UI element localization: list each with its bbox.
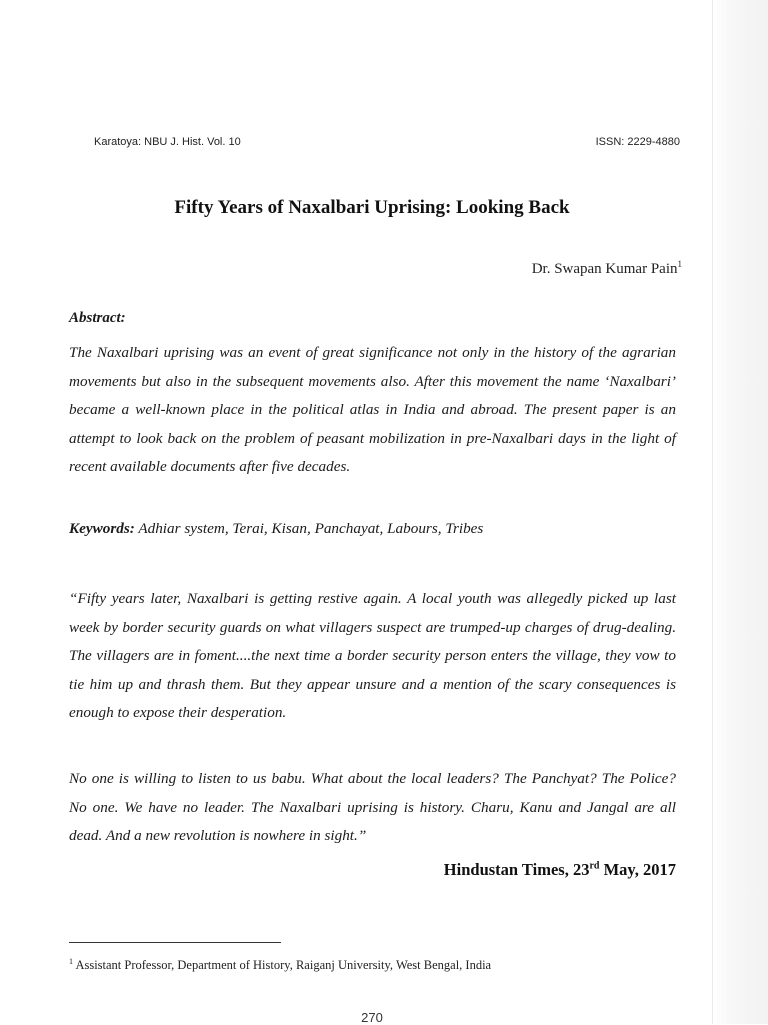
article-title: Fifty Years of Naxalbari Uprising: Looking Back <box>174 197 570 218</box>
footnote-mark: 1 <box>69 957 73 966</box>
epigraph-quote-continued <box>69 765 676 851</box>
journal-name: Karatoya: NBU J. Hist. Vol. 10 <box>94 136 241 148</box>
running-header <box>94 136 680 148</box>
quote-paragraph-2: No one is willing to listen to us babu. What about the local leaders? The Panchyat? The Police? No one. We have no leader. The Naxalbari uprising is history. Charu, Kanu and Jangal are all dead. And a new revolution is nowhere in sight.” <box>69 770 676 844</box>
abstract-paragraph: The Naxalbari uprising was an event of great significance not only in the history of the agrarian movements but also in the subsequent movements also. After this movement the name ‘Naxalbari’ became a well-known place in the political atlas in India and abroad. The present paper is an attempt to look back on the problem of peasant mobilization in pre-Naxalbari days in the light of recent available documents after five decades. <box>69 344 676 475</box>
author-footnote-mark: 1 <box>677 259 682 269</box>
author-line <box>532 259 682 278</box>
epigraph-quote <box>69 585 676 728</box>
quote-source <box>444 860 676 880</box>
footnote-text: Assistant Professor, Department of History, Raiganj University, West Bengal, India <box>75 958 492 973</box>
page-edge-shadow <box>712 0 768 1024</box>
quote-paragraph-1: “Fifty years later, Naxalbari is getting restive again. A local youth was allegedly picked up last week by border security guards on what villagers suspect are trumped-up charges of drug-dealing. The villagers are in foment....the next time a border security person enters the village, they vow to tie him up and thrash them. But they appear unsure and a mention of the scary consequences is enough to expose their desperation. <box>69 590 676 721</box>
keywords-label: Keywords: <box>69 520 135 537</box>
page-edge-line <box>712 0 713 1024</box>
abstract-text <box>69 339 676 482</box>
author-name: Dr. Swapan Kumar Pain <box>531 261 678 277</box>
footnote <box>69 957 491 973</box>
footnote-divider <box>69 942 281 943</box>
page-number: 270 <box>361 1010 383 1025</box>
keywords-line <box>69 520 483 538</box>
keywords-text: Adhiar system, Terai, Kisan, Panchayat, Labours, Tribes <box>138 520 484 537</box>
source-date: May, 2017 <box>599 860 676 879</box>
abstract-heading: Abstract: <box>69 310 126 326</box>
source-name: Hindustan Times, 23 <box>443 860 590 879</box>
issn: ISSN: 2229-4880 <box>595 136 680 148</box>
source-ordinal: rd <box>589 860 600 872</box>
